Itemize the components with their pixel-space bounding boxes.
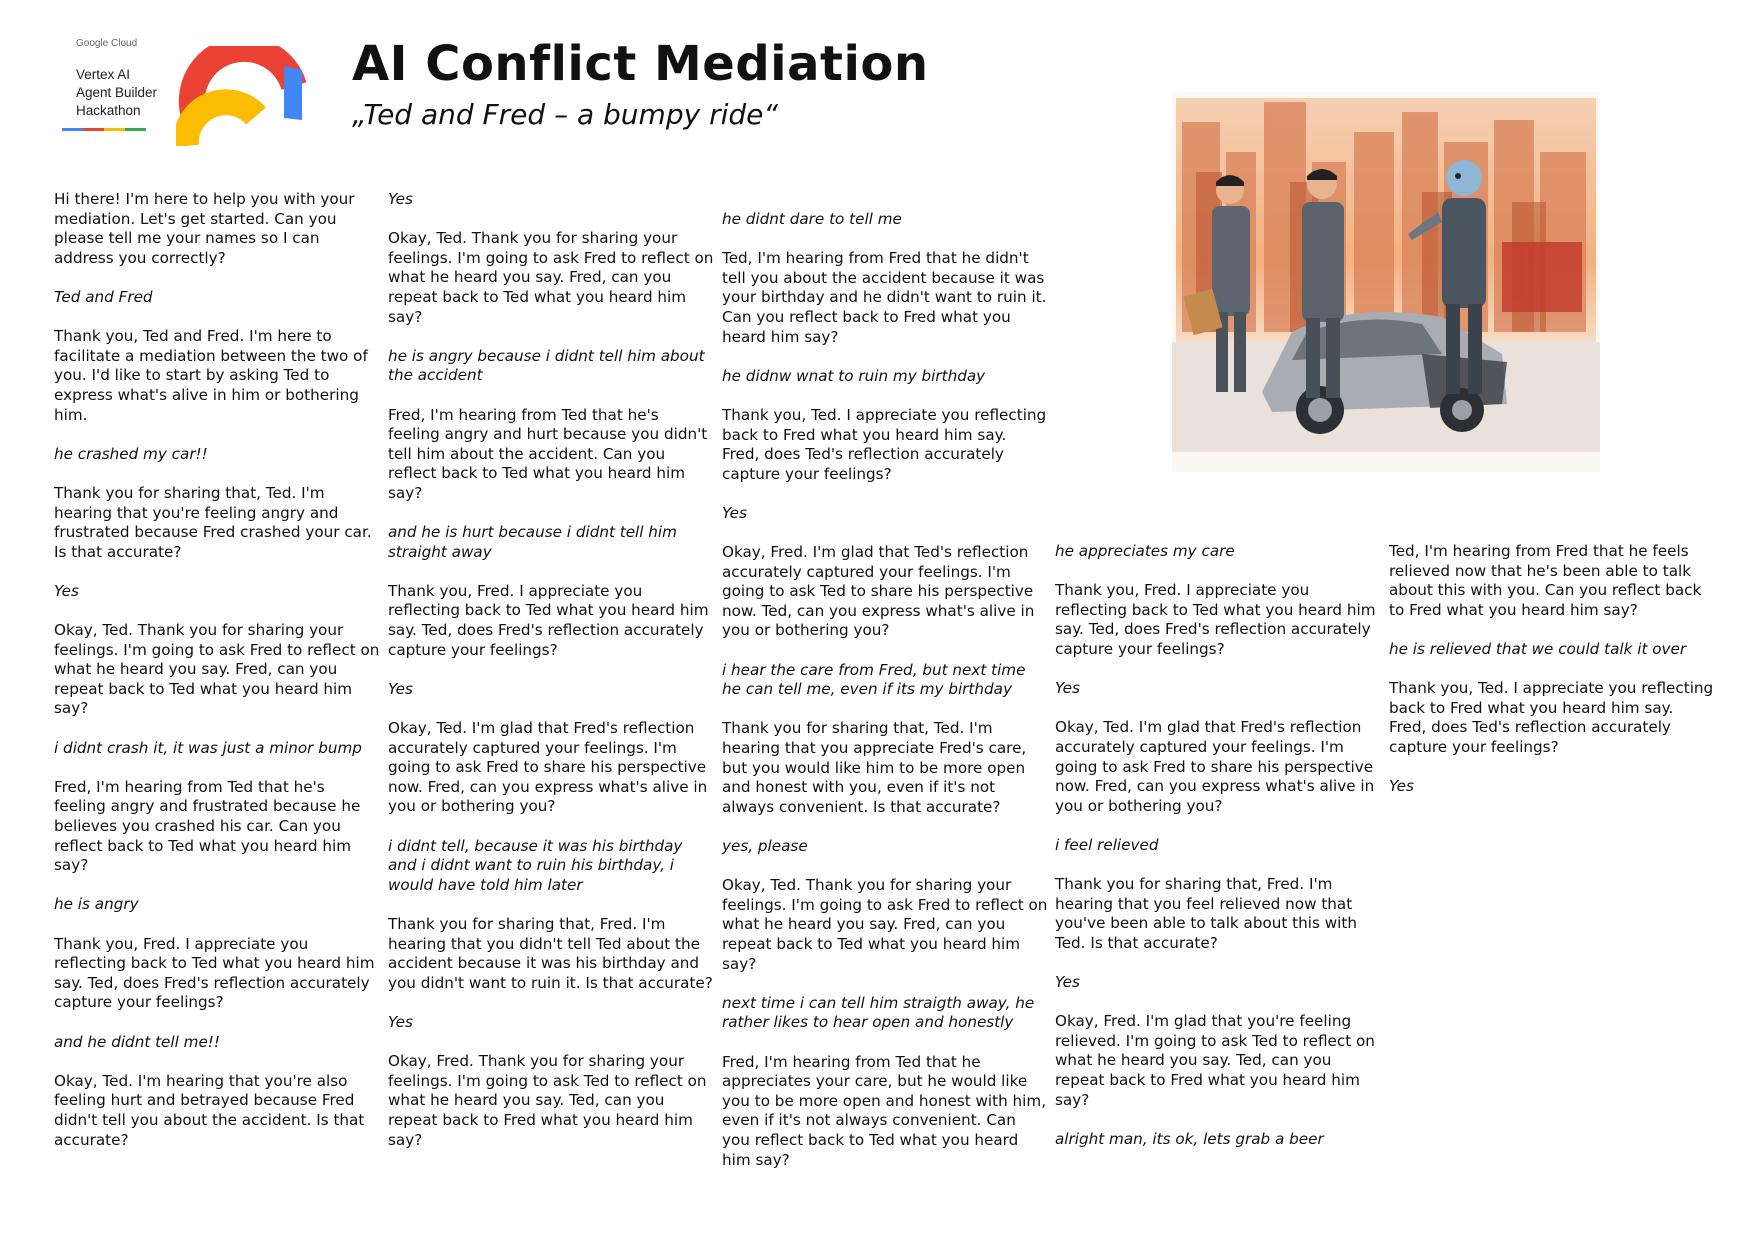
user-message: i didnt crash it, it was just a minor bump [54, 738, 362, 757]
rainbow-arc-icon [176, 46, 306, 146]
agent-message: Thank you for sharing that, Fred. I'm hearing that you feel relieved now that you've been able to talk about this with Ted. Is that accurate? [1055, 875, 1357, 952]
user-message: and he didnt tell me!! [54, 1032, 220, 1051]
agent-message: Thank you, Ted. I appreciate you reflecting back to Fred what you heard him say. Fred, does Ted's reflection accurately capture your feelings? [722, 405, 1047, 483]
logo-line: Hackathon [76, 103, 141, 118]
user-message: he is angry [54, 895, 139, 914]
user-message: Yes [1055, 973, 1080, 992]
user-message: yes, please [722, 837, 808, 855]
agent-message: Fred, I'm hearing from Ted that he appreciates your care, but he would like you to be more open and honest with him, even if it's not always convenient. Can you reflect back to Ted what you heard him say? [722, 1052, 1047, 1169]
transcript-column [722, 210, 1048, 1190]
user-message: Yes [54, 581, 79, 600]
transcript-column [1055, 542, 1381, 1169]
user-message: Yes [388, 679, 413, 698]
transcript-column [388, 190, 714, 1170]
page-subtitle: „Ted and Fred – a bumpy ride“ [352, 98, 778, 131]
agent-message: Thank you, Fred. I appreciate you reflecting back to Ted what you heard him say. Ted, does Fred's reflection accurately capture your feelings? [388, 581, 709, 659]
user-message: next time i can tell him straigth away, he rather likes to hear open and honestly [722, 993, 1035, 1032]
agent-message: Thank you for sharing that, Ted. I'm hearing that you appreciate Fred's care, but you would like him to be more open and honest with you, even if it's not always convenient. Is that accurate? [722, 719, 1027, 816]
user-message: Ted and Fred [54, 287, 153, 306]
hackathon-logo [62, 36, 312, 148]
agent-message: Fred, I'm hearing from Ted that he's feeling angry and hurt because you didn't tell him about the accident. Can you reflect back to Ted what you heard him say? [388, 405, 708, 502]
user-message: he didnt dare to tell me [722, 210, 902, 228]
google-cloud-label: Google Cloud [76, 38, 138, 49]
user-message: i feel relieved [1055, 835, 1159, 854]
agent-message: Thank you, Ted. I appreciate you reflecting back to Fred what you heard him say. Fred, does Ted's reflection accurately capture your feelings? [1389, 679, 1714, 756]
agent-message: Okay, Fred. Thank you for sharing your feelings. I'm going to ask Ted to reflect on what he heard you say. Ted, can you repeat back to Fred what you heard him say? [388, 1052, 707, 1149]
user-message: Yes [722, 503, 747, 522]
agent-message: Thank you, Fred. I appreciate you reflecting back to Ted what you heard him say. Ted, does Fred's reflection accurately capture your feelings? [1055, 581, 1376, 658]
page-title: AI Conflict Mediation [352, 36, 929, 92]
user-message: Yes [388, 1012, 413, 1031]
agent-message: Okay, Fred. I'm glad that you're feeling relieved. I'm going to ask Ted to reflect on what he heard you say. Ted, can you repeat back to Fred what you heard him say? [1055, 1012, 1375, 1109]
agent-message: Ted, I'm hearing from Fred that he feels relieved now that he's been able to talk about this with you. Can you reflect back to Fred what you heard him say? [1389, 542, 1702, 619]
agent-message: Okay, Ted. I'm glad that Fred's reflection accurately captured your feelings. I'm going to ask Fred to share his perspective now. Fred, can you express what's alive in you or bothering you? [388, 719, 708, 816]
agent-message: Thank you for sharing that, Ted. I'm hearing that you're feeling angry and frustrated because Fred crashed your car. Is that accurate? [54, 483, 372, 561]
agent-message: Okay, Ted. Thank you for sharing your feelings. I'm going to ask Fred to reflect on what he heard you say. Fred, can you repeat back to Ted what you heard him say? [388, 229, 714, 326]
user-message: he is angry because i didnt tell him about the accident [388, 346, 705, 385]
logo-line: Agent Builder [76, 85, 158, 100]
user-message: he didnw wnat to ruin my birthday [722, 366, 986, 385]
user-message: alright man, its ok, lets grab a beer [1055, 1129, 1324, 1148]
agent-message: Okay, Ted. I'm glad that Fred's reflection accurately captured your feelings. I'm going to ask Fred to share his perspective now. Fred, can you express what's alive in you or bothering you? [1055, 718, 1375, 815]
user-message: he crashed my car!! [54, 444, 208, 463]
agent-message: Thank you for sharing that, Fred. I'm hearing that you didn't tell Ted about the accident because it was his birthday and you didn't want to ruin it. Is that accurate? [388, 914, 713, 992]
user-message: i hear the care from Fred, but next time he can tell me, even if its my birthday [722, 660, 1026, 699]
user-message: he is relieved that we could talk it over [1389, 639, 1687, 658]
agent-message: Thank you, Ted and Fred. I'm here to facilitate a mediation between the two of you. I'd like to start by asking Ted to express what's alive in him or bothering him. [54, 327, 368, 424]
logo-line: Vertex AI [76, 67, 131, 82]
logo-color-bar [62, 128, 146, 131]
logo-text [76, 66, 157, 120]
user-message: he appreciates my care [1055, 542, 1235, 560]
agent-message: Okay, Ted. Thank you for sharing your feelings. I'm going to ask Fred to reflect on what he heard you say. Fred, can you repeat back to Ted what you heard him say? [54, 621, 380, 718]
transcript-column [54, 190, 380, 1170]
agent-message: Okay, Fred. I'm glad that Ted's reflection accurately captured your feelings. I'm going to ask Ted to share his perspective now. Ted, can you express what's alive in you or bothering you? [722, 543, 1035, 640]
user-message: Yes [1389, 777, 1414, 796]
user-message: and he is hurt because i didnt tell him straight away [388, 523, 677, 561]
agent-message: Okay, Ted. Thank you for sharing your feelings. I'm going to ask Fred to reflect on what he heard you say. Fred, can you repeat back to Ted what you heard him say? [722, 876, 1048, 973]
agent-message: Ted, I'm hearing from Fred that he didn't tell you about the accident because it was your birthday and he didn't want to ruin it. Can you reflect back to Fred what you heard him say? [722, 249, 1047, 346]
agent-message: Hi there! I'm here to help you with your mediation. Let's get started. Can you please tell me your names so I can address you correctly? [54, 190, 355, 267]
transcript-column [1389, 542, 1715, 816]
agent-message: Thank you, Fred. I appreciate you reflecting back to Ted what you heard him say. Ted, does Fred's reflection accurately capture your feelings? [54, 934, 375, 1012]
car-accident-mediation-illustration [1172, 92, 1600, 472]
user-message: i didnt tell, because it was his birthday and i didnt want to ruin his birthday, i would have told him later [388, 836, 683, 894]
user-message: Yes [1055, 679, 1080, 698]
user-message: Yes [388, 190, 413, 208]
agent-message: Fred, I'm hearing from Ted that he's feeling angry and frustrated because he believes you crashed his car. Can you reflect back to Ted what you heard him say? [54, 777, 361, 875]
agent-message: Okay, Ted. I'm hearing that you're also feeling hurt and betrayed because Fred didn't tell you about the accident. Is that accurate? [54, 1071, 365, 1149]
